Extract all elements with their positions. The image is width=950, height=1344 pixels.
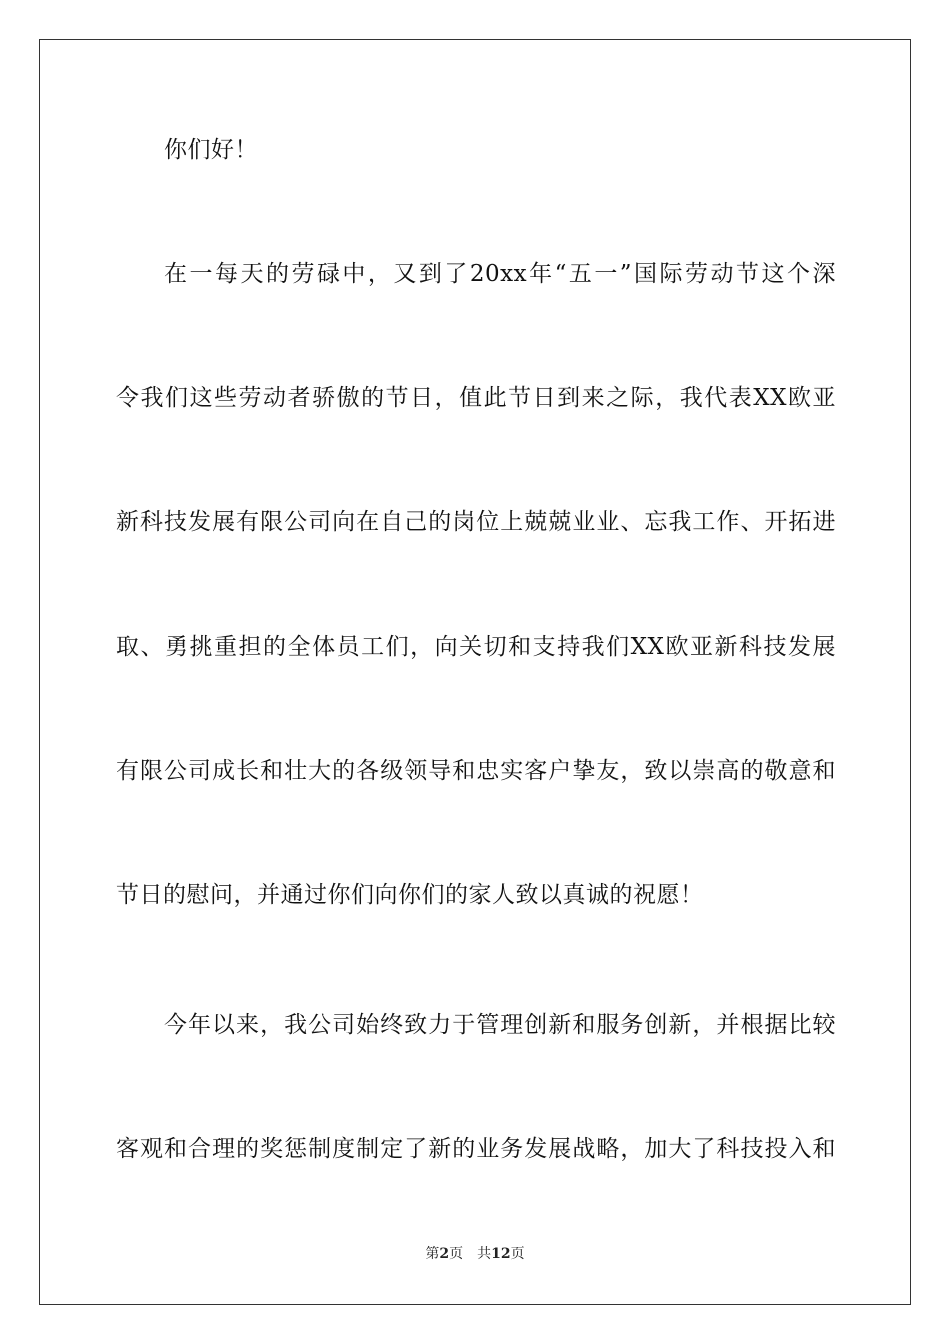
paragraph-line: 取、勇挑重担的全体员工们，向关切和支持我们XX欧亚新科技发展 [116,634,836,660]
greeting-line: 你们好！ [164,137,258,163]
paragraph-line: 令我们这些劳动者骄傲的节日，值此节日到来之际，我代表XX欧亚 [116,385,836,411]
paragraph-line: 新科技发展有限公司向在自己的岗位上兢兢业业、忘我工作、开拓进 [116,509,836,535]
page-prefix: 第 [425,1246,440,1262]
paragraph-line: 在一每天的劳碌中，又到了20xx年“五一”国际劳动节这个深 [164,261,836,287]
current-page-number: 2 [439,1246,450,1262]
total-prefix: 共 [477,1246,492,1262]
paragraph-line: 有限公司成长和壮大的各级领导和忠实客户挚友，致以崇高的敬意和 [116,758,836,784]
paragraph-line: 节日的慰问，并通过你们向你们的家人致以真诚的祝愿！ [116,882,704,908]
paragraph-line: 客观和合理的奖惩制度制定了新的业务发展战略，加大了科技投入和 [116,1136,836,1162]
paragraph-line: 今年以来，我公司始终致力于管理创新和服务创新，并根据比较 [164,1012,836,1038]
page-border [39,39,911,1305]
page-suffix: 页 [449,1246,464,1262]
page-footer [0,1245,950,1263]
total-suffix: 页 [510,1246,525,1262]
total-page-number: 12 [491,1246,511,1262]
